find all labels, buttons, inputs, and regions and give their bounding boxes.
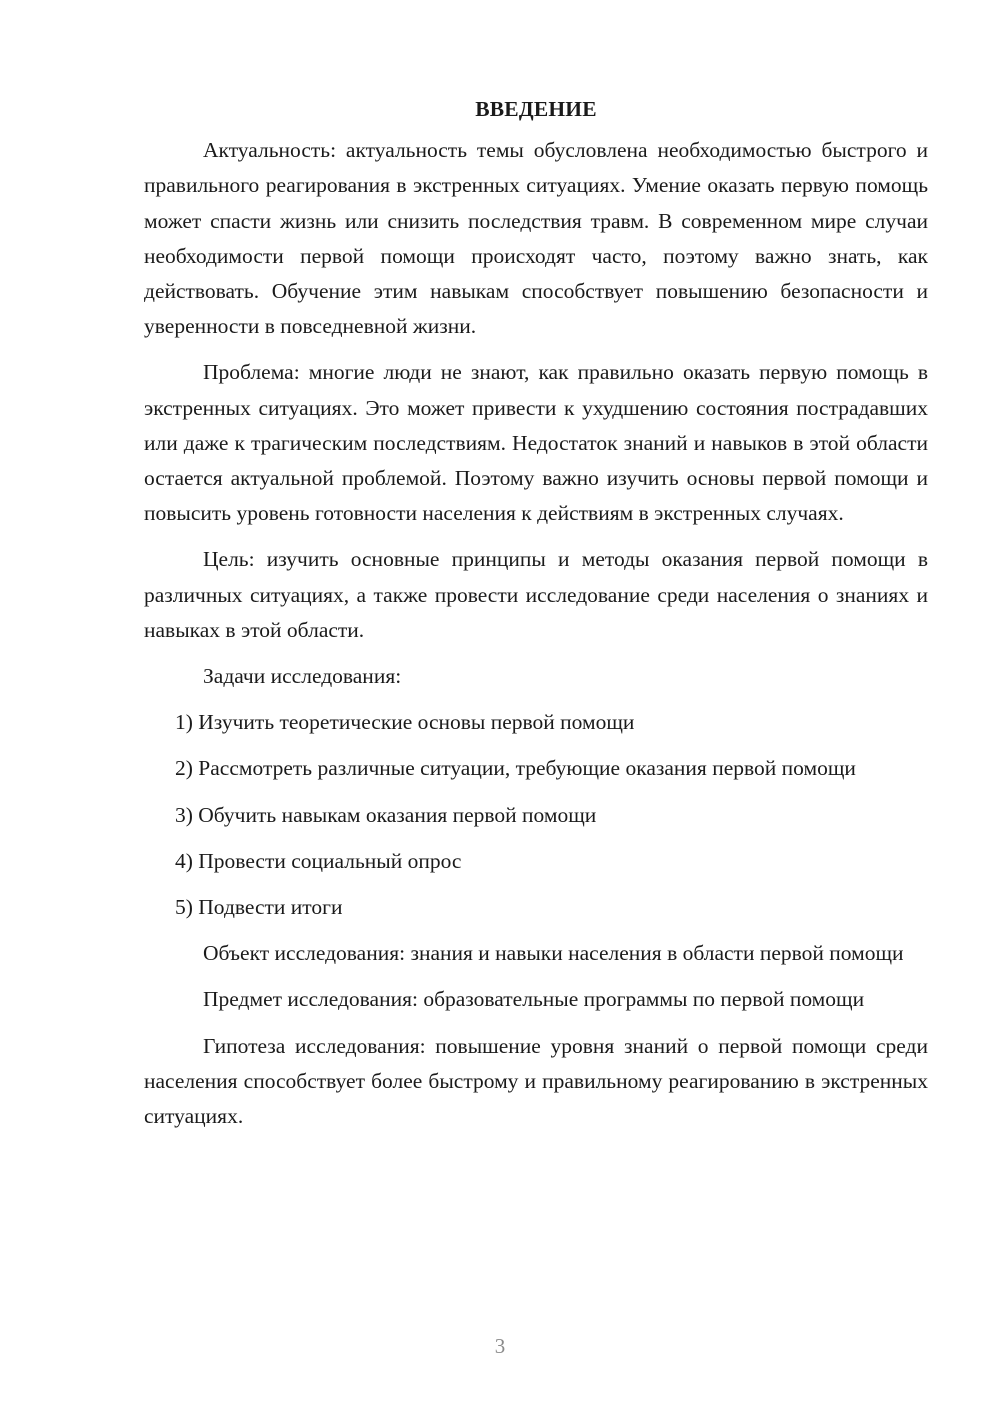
task-item-4: 4) Провести социальный опрос [175,848,462,873]
section-title: ВВЕДЕНИЕ [475,97,597,121]
paragraph-object: Объект исследования: знания и навыки населения в области первой помощи [203,941,904,966]
page-content [144,92,928,1145]
task-item-3: 3) Обучить навыкам оказания первой помощи [175,802,597,827]
tasks-heading: Задачи исследования: [203,664,402,689]
paragraph-problem: Проблема: многие люди не знают, как правильно оказать первую помощь в экстренных ситуациях. Это может привести к ухудшению состояния пострадавших или даже к трагическим последствиям. Недостаток знаний и навыков в этой области остается актуальной проблемой. Поэтому важно изучить основы первой помощи и повысить уровень готовности населения к действиям в экстренных случаях. [144,360,928,526]
task-item-5: 5) Подвести итоги [175,895,343,920]
task-item-1: 1) Изучить теоретические основы первой помощи [175,710,635,735]
paragraph-hypothesis: Гипотеза исследования: повышение уровня знаний о первой помощи среди населения способствует более быстрому и правильному реагированию в экстренных ситуациях. [144,1033,928,1129]
paragraph-goal: Цель: изучить основные принципы и методы оказания первой помощи в различных ситуациях, а также провести исследование среди населения о знаниях и навыках в этой области. [144,547,928,642]
paragraph-subject: Предмет исследования: образовательные программы по первой помощи [203,987,865,1012]
page-number: 3 [494,1334,506,1358]
task-item-2: 2) Рассмотреть различные ситуации, требующие оказания первой помощи [175,756,856,781]
paragraph-relevance: Актуальность: актуальность темы обусловлена необходимостью быстрого и правильного реагирования в экстренных ситуациях. Умение оказать первую помощь может спасти жизнь или снизить последствия травм. В современном мире случаи необходимости первой помощи происходят часто, поэтому важно знать, как действовать. Обучение этим навыкам способствует повышению безопасности и уверенности в повседневной жизни. [144,138,928,339]
